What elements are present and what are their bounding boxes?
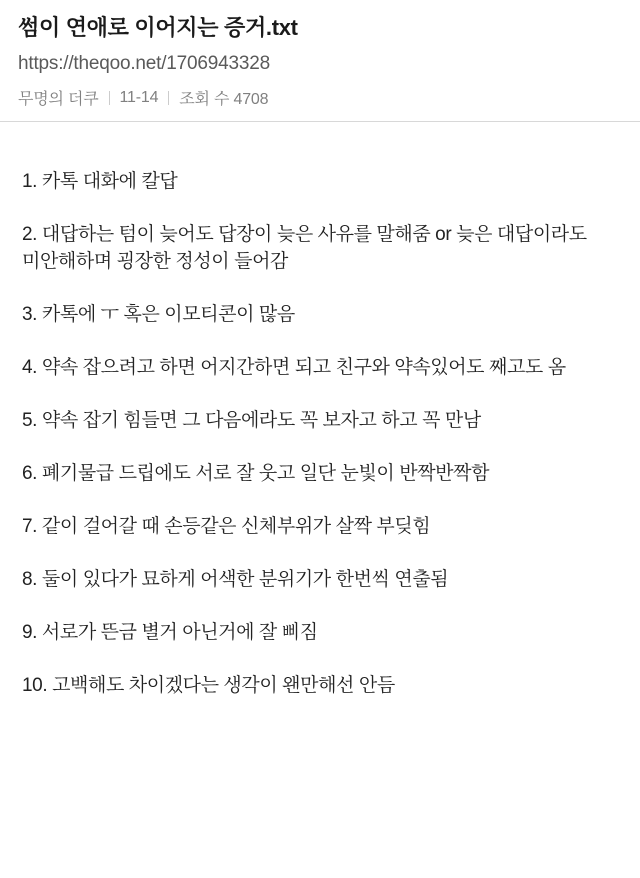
list-item: 10. 고백해도 차이겠다는 생각이 왠만해선 안듬 xyxy=(22,674,395,696)
list-item: 5. 약속 잡기 힘들면 그 다음에라도 꼭 보자고 하고 꼭 만남 xyxy=(22,410,481,432)
post-view-count: 조회 수 4708 xyxy=(179,91,269,109)
list-item: 7. 같이 걸어갈 때 손등같은 신체부위가 살짝 부딪힘 xyxy=(22,515,431,537)
list-item: 2. 대답하는 텀이 늦어도 답장이 늦은 사유를 말해줌 or 늦은 대답이라도 미안해하며 굉장한 정성이 들어감 xyxy=(22,224,587,273)
list-item: 8. 둘이 있다가 묘하게 어색한 분위기가 한번씩 연출됨 xyxy=(22,568,449,590)
meta-divider-1 xyxy=(109,91,110,105)
list-item: 9. 서로가 뜬금 별거 아닌거에 잘 삐짐 xyxy=(22,621,318,643)
list-item: 4. 약속 잡으려고 하면 어지간하면 되고 친구와 약속있어도 째고도 옴 xyxy=(22,357,566,379)
post-meta xyxy=(18,86,622,109)
post-date: 11-14 xyxy=(119,88,159,106)
meta-divider-2 xyxy=(168,91,169,105)
list-item: 1. 카톡 대화에 칼답 xyxy=(22,171,178,193)
list-item: 6. 폐기물급 드립에도 서로 잘 웃고 일단 눈빛이 반짝반짝함 xyxy=(22,463,490,484)
list-item: 3. 카톡에 ㅜ 혹은 이모티콘이 많음 xyxy=(22,304,295,326)
post-author[interactable]: 무명의 더쿠 xyxy=(18,91,99,109)
page-title: 썸이 연애로 이어지는 증거.txt xyxy=(18,15,298,40)
post-url[interactable]: https://theqoo.net/1706943328 xyxy=(18,52,270,74)
post-header xyxy=(0,0,640,121)
post-body xyxy=(0,122,640,878)
bottom-spacer xyxy=(22,726,618,756)
